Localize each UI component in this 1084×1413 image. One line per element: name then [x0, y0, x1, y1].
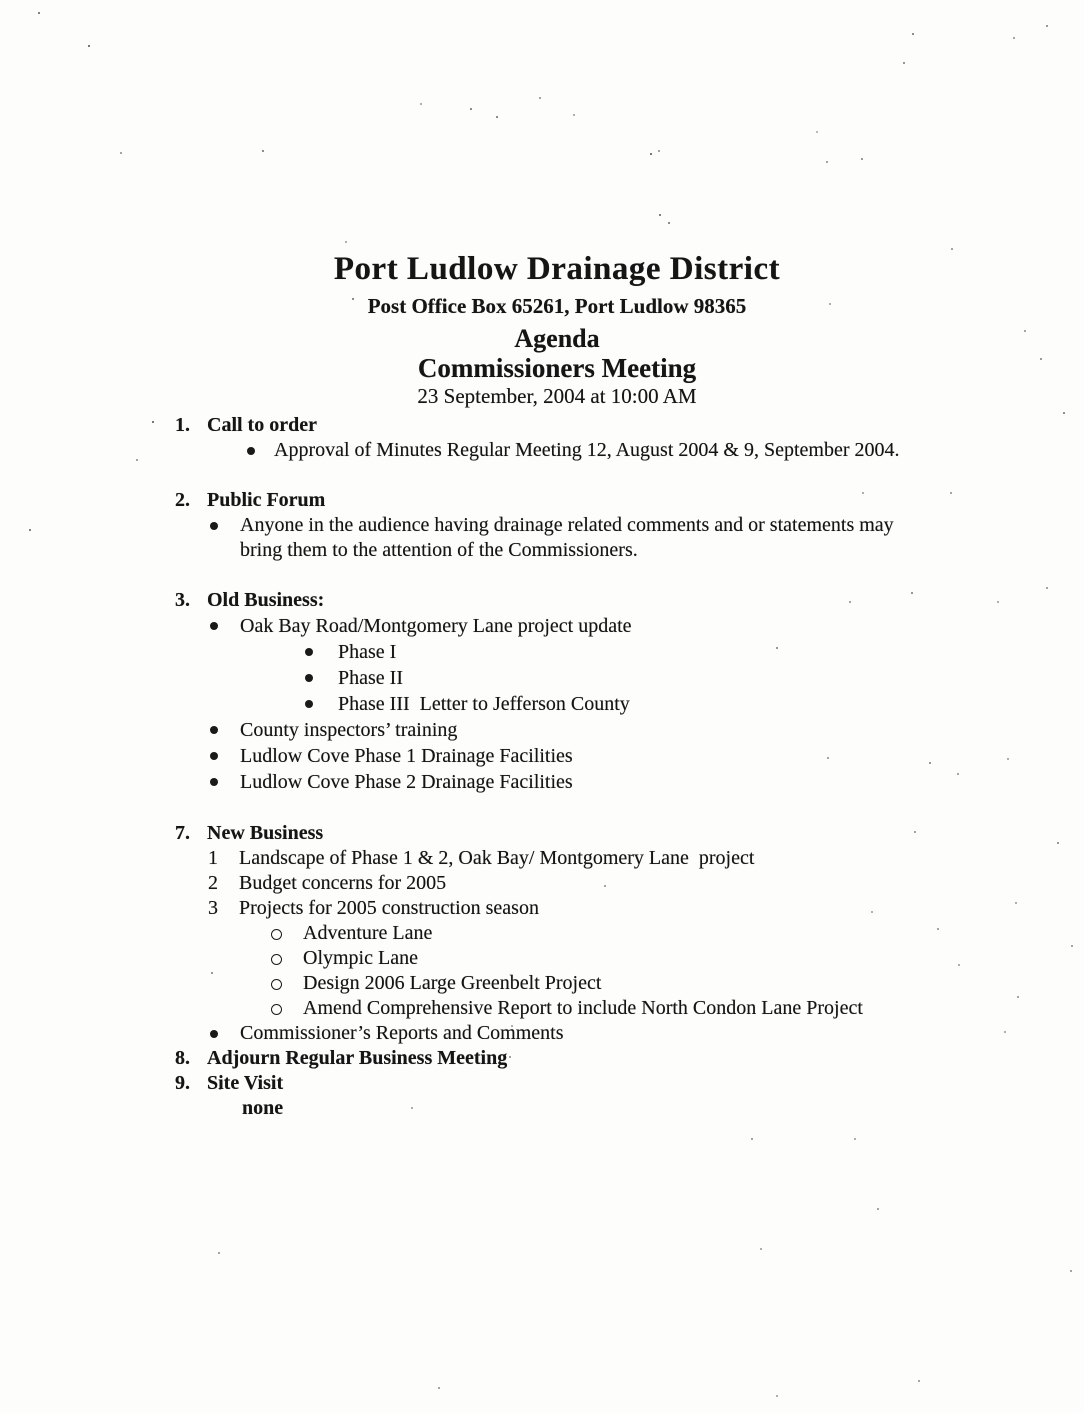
circle-bullet-icon: [271, 929, 282, 940]
section-call-to-order: [0, 413, 1084, 438]
agenda-item-text: Projects for 2005 construction season: [239, 897, 539, 919]
agenda-item-text: Adventure Lane: [303, 922, 433, 944]
agenda-item-text: Olympic Lane: [303, 947, 418, 969]
section-public-forum: [0, 488, 1084, 513]
document-header: [30, 0, 1084, 408]
bullet-icon: [210, 726, 218, 734]
bullet-icon: [305, 648, 313, 656]
section-site-visit: [0, 1071, 1084, 1096]
agenda-item: [0, 513, 1084, 563]
meeting-datetime: 23 September, 2004 at 10:00 AM: [417, 384, 697, 408]
bullet-icon: [210, 1030, 218, 1038]
agenda-item-text: none: [242, 1097, 284, 1119]
section-new-business: [0, 821, 1084, 846]
section-number: 1.: [175, 414, 190, 436]
section-title: Adjourn Regular Business Meeting: [207, 1047, 508, 1069]
meeting-title: Commissioners Meeting: [417, 353, 697, 383]
agenda-subitem: [0, 946, 1084, 971]
item-number: 3: [208, 897, 218, 919]
agenda-item: [0, 613, 1084, 639]
agenda-item: [0, 743, 1084, 769]
agenda-subitem: [0, 691, 1084, 717]
circle-bullet-icon: [271, 1004, 282, 1015]
agenda-item-text: Budget concerns for 2005: [239, 872, 447, 894]
agenda-item: [0, 438, 1084, 463]
agenda-subitem: [0, 639, 1084, 665]
page-title: Port Ludlow Drainage District: [333, 251, 781, 287]
section-title: Public Forum: [207, 489, 326, 511]
agenda-item-text: Oak Bay Road/Montgomery Lane project update: [240, 615, 632, 637]
section-number: 9.: [175, 1072, 190, 1094]
agenda-subitem: [0, 996, 1084, 1021]
section-title: Site Visit: [207, 1072, 284, 1094]
agenda-item-text: Design 2006 Large Greenbelt Project: [303, 972, 602, 994]
scan-noise-specks: [0, 0, 2, 2]
section-number: 8.: [175, 1047, 190, 1069]
agenda-item-text: Landscape of Phase 1 & 2, Oak Bay/ Montgomery Lane project: [239, 847, 755, 869]
agenda-subitem: [0, 665, 1084, 691]
agenda-item-text: Commissioner’s Reports and Comments: [240, 1022, 564, 1044]
circle-bullet-icon: [271, 954, 282, 965]
site-visit-value: [0, 1096, 1084, 1121]
bullet-icon: [210, 752, 218, 760]
agenda-body: [0, 413, 1084, 1121]
agenda-item: [0, 717, 1084, 743]
section-old-business: [0, 588, 1084, 613]
agenda-item-text: Phase II: [338, 667, 403, 689]
bullet-icon: [305, 700, 313, 708]
section-number: 3.: [175, 589, 190, 611]
circle-bullet-icon: [271, 979, 282, 990]
agenda-item: [0, 896, 1084, 921]
document-type-label: Agenda: [514, 324, 600, 353]
bullet-icon: [247, 447, 255, 455]
section-title: New Business: [207, 822, 324, 844]
agenda-item-text: Amend Comprehensive Report to include North Condon Lane Project: [303, 997, 863, 1019]
agenda-item: [0, 769, 1084, 795]
item-number: 2: [208, 872, 218, 894]
agenda-item-text: Anyone in the audience having drainage related comments and or statements may bring them to the attention of the Commissioners.: [240, 514, 899, 561]
agenda-subitem: [0, 971, 1084, 996]
agenda-item-text: Approval of Minutes Regular Meeting 12, August 2004 & 9, September 2004.: [274, 439, 900, 461]
section-title: Old Business:: [207, 589, 325, 611]
bullet-icon: [210, 778, 218, 786]
agenda-item-text: Ludlow Cove Phase 2 Drainage Facilities: [240, 771, 573, 793]
agenda-item-text: County inspectors’ training: [240, 719, 458, 741]
agenda-item-text: Phase III Letter to Jefferson County: [338, 693, 630, 715]
agenda-item: [0, 1021, 1084, 1046]
section-number: 7.: [175, 822, 190, 844]
agenda-item-text: Phase I: [338, 641, 397, 663]
agenda-subitem: [0, 921, 1084, 946]
agenda-item-text: Ludlow Cove Phase 1 Drainage Facilities: [240, 745, 573, 767]
bullet-icon: [210, 522, 218, 530]
section-title: Call to order: [207, 414, 317, 436]
address-line: Post Office Box 65261, Port Ludlow 98365: [367, 294, 747, 318]
section-number: 2.: [175, 489, 190, 511]
agenda-item: [0, 846, 1084, 871]
bullet-icon: [305, 674, 313, 682]
item-number: 1: [208, 847, 218, 869]
section-adjourn: [0, 1046, 1084, 1071]
agenda-item: [0, 871, 1084, 896]
bullet-icon: [210, 622, 218, 630]
